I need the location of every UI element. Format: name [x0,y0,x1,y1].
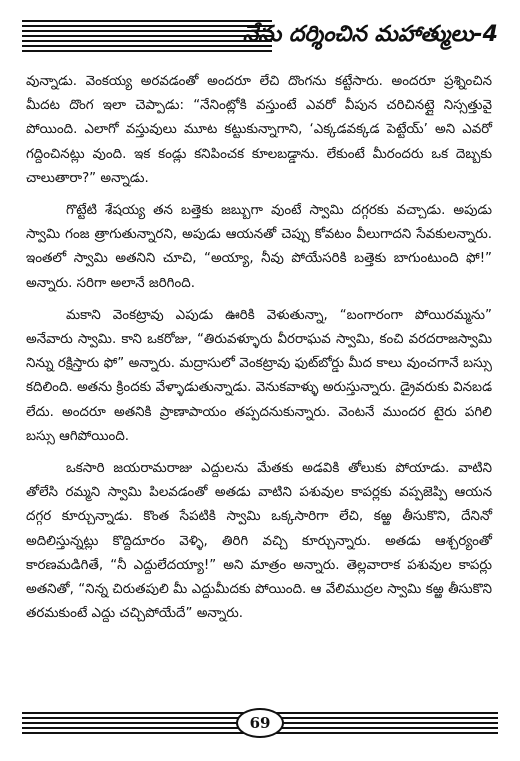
page-number: 69 [236,708,284,738]
paragraph-1: వున్నాడు. వెంకయ్య అరవడంతో అందరూ లేచి దొంగను కట్టేసారు. అందరూ ప్రశ్నించిన మీదట దొంగ ఇలా చెప్పాడు: “నేనింట్లోకి వస్తుంటే ఎవరో వీపున చరిచినట్లై నిస్సత్తువై పోయింది. ఎలాగో వస్తువులు మూట కట్టుకున్నాగాని, ‘ఎక్కడవక్కడ పెట్టేయ్’ అని ఎవరో గద్దించినట్లు వుంది. ఇక కండ్లు కనిపించక కూలబడ్డాను. లేకుంటే మీరందరు ఒక దెబ్బకు చాలుతారా?” అన్నాడు. [26,74,492,186]
header-rule-lines [22,20,272,54]
page-footer [22,708,498,738]
page-header [0,0,520,66]
book-title: నేను దర్శించిన మహాత్ములు-4 [242,22,498,47]
paragraph-3: మకాని వెంకట్రావు ఎపుడు ఊరికి వెళుతున్నా, “బంగారంగా పోయిరమ్మను” అనేవారు స్వామి. కాని ఒకరోజు, “తిరువళ్ళూరు వీరరాఘవ స్వామి, కంచి వరదరాజస్వామి నిన్ను రక్షిస్తారు ఫో” అన్నారు. మద్రాసులో వెంకట్రావు ఫుట్‌బోర్డు మీద కాలు వుంచగానే బస్సు కదిలింది. అతను క్రిందకు వేళ్ళాడుతున్నాడు. వెనుకవాళ్ళు అరుస్తున్నారు. డ్రైవరుకు వినబడ లేదు. అందరూ అతనికి ప్రాణాపాయం తప్పదనుకున్నారు. వెంటనే ముందర టైరు పగిలి బస్సు ఆగిపోయింది. [26,307,492,444]
page-body [26,70,492,634]
paragraph-4: ఒకసారి జయరామరాజు ఎద్దులను మేతకు అడవికి తోలుకు పోయాడు. వాటిని తోలేసి రమ్మని స్వామి పిలవడంతో అతడు వాటిని పశువుల కాపర్లకు వప్పజెప్పి ఆయన దగ్గర కూర్చున్నాడు. కొంత సేపటికి స్వామి ఒక్కసారిగా లేచి, కఱ్ఱ తీసుకొని, దేనినో అదిలిస్తున్నట్లు కొద్దిదూరం వెళ్ళి, తిరిగి వచ్చి కూర్చున్నారు. అతడు ఆశ్చర్యంతో కారణమడిగితే, “నీ ఎద్దులేదయ్యా!” అని మాత్రం అన్నారు. తెల్లవారాక పశువుల కాపర్లు అతనితో, “నిన్న చిరుతపులి మీ ఎద్దుమీదకు పోయింది. ఆ వేలిముద్రల స్వామి కఱ్ఱ తీసుకొని తరమకుంటే ఎద్దు చచ్చిపోయేదే” అన్నారు. [26,461,492,622]
paragraph-2: గొట్టేటి శేషయ్య తన బత్తెకు జబ్బుగా వుంటే స్వామి దగ్గరకు వచ్చాడు. అపుడు స్వామి గంజ త్రాగుతున్నారని, అపుడు ఆయనతో చెప్పు కోవటం వీలుగాదని సేవకులన్నారు. ఇంతలో స్వామి అతనిని చూచి, “అయ్యా, నీవు పోయేసరికి బత్తెకు బాగుంటుంది ఫో!” అన్నారు. సరిగా అలానే జరిగింది. [26,203,492,291]
